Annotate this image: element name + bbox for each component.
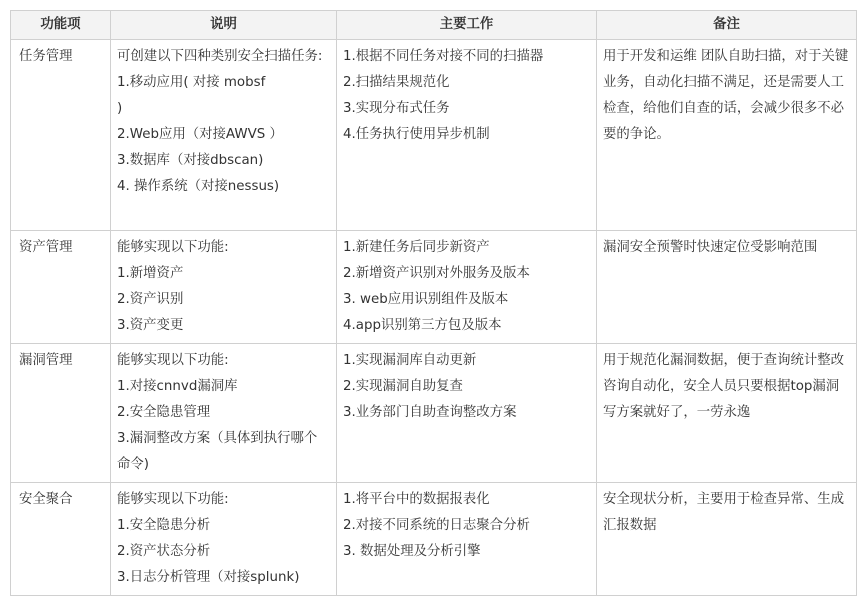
work-line: 2.新增资产识别对外服务及版本 <box>343 266 530 281</box>
feature-name-cell <box>11 231 111 344</box>
work-line: 4.任务执行使用异步机制 <box>343 127 490 142</box>
header-main-work: 主要工作 <box>337 11 597 40</box>
main-work-cell <box>337 344 597 483</box>
description-cell <box>111 231 337 344</box>
feature-name: 任务管理 <box>19 49 73 64</box>
description-line: 3.资产变更 <box>117 318 184 333</box>
remarks-cell <box>597 40 857 231</box>
description-line: 2.资产状态分析 <box>117 544 211 559</box>
work-line: 4.app识别第三方包及版本 <box>343 318 502 333</box>
header-description: 说明 <box>111 11 337 40</box>
description-line: 能够实现以下功能: <box>117 492 229 507</box>
table-row <box>11 40 857 231</box>
main-work-cell <box>337 40 597 231</box>
description-line: 可创建以下四种类别安全扫描任务: <box>117 49 323 64</box>
description-line: 1.移动应用( 对接 mobsf <box>117 75 266 90</box>
description-cell <box>111 344 337 483</box>
description-line: 2.Web应用（对接AWVS ） <box>117 127 283 142</box>
main-work-cell <box>337 483 597 596</box>
description-line: 能够实现以下功能: <box>117 240 229 255</box>
description-line: ) <box>117 101 123 116</box>
header-row <box>11 11 857 40</box>
work-line: 1.根据不同任务对接不同的扫描器 <box>343 49 544 64</box>
remarks-text: 漏洞安全预警时快速定位受影响范围 <box>603 240 818 255</box>
description-line: 能够实现以下功能: <box>117 353 229 368</box>
work-line: 3.实现分布式任务 <box>343 101 450 116</box>
feature-name-cell <box>11 483 111 596</box>
description-line: 1.对接cnnvd漏洞库 <box>117 379 238 394</box>
remarks-cell <box>597 483 857 596</box>
description-line: 1.新增资产 <box>117 266 184 281</box>
description-line: 3.数据库（对接dbscan) <box>117 153 264 168</box>
feature-name-cell <box>11 344 111 483</box>
work-line: 1.将平台中的数据报表化 <box>343 492 490 507</box>
description-line: 1.安全隐患分析 <box>117 518 211 533</box>
header-remarks: 备注 <box>597 11 857 40</box>
table-row <box>11 231 857 344</box>
remarks-text: 用于规范化漏洞数据，便于查询统计整改咨询自动化，安全人员只要根据top漏洞写方案就好了，一劳永逸 <box>603 353 845 420</box>
work-line: 2.实现漏洞自助复查 <box>343 379 463 394</box>
description-line: 2.资产识别 <box>117 292 184 307</box>
work-line: 3. 数据处理及分析引擎 <box>343 544 481 559</box>
work-line: 1.新建任务后同步新资产 <box>343 240 490 255</box>
description-line: 4. 操作系统（对接nessus) <box>117 179 280 194</box>
table-row <box>11 483 857 596</box>
header-feature: 功能项 <box>11 11 111 40</box>
description-line: 3.漏洞整改方案（具体到执行哪个命令) <box>117 431 318 472</box>
feature-name: 漏洞管理 <box>19 353 73 368</box>
description-cell <box>111 483 337 596</box>
description-line: 3.日志分析管理（对接splunk) <box>117 570 300 585</box>
remarks-text: 安全现状分析，主要用于检查异常、生成汇报数据 <box>603 492 845 533</box>
work-line: 2.扫描结果规范化 <box>343 75 450 90</box>
main-work-cell <box>337 231 597 344</box>
work-line: 2.对接不同系统的日志聚合分析 <box>343 518 530 533</box>
description-cell <box>111 40 337 231</box>
feature-table <box>10 10 857 596</box>
feature-name-cell <box>11 40 111 231</box>
work-line: 1.实现漏洞库自动更新 <box>343 353 477 368</box>
table-row <box>11 344 857 483</box>
description-line: 2.安全隐患管理 <box>117 405 211 420</box>
work-line: 3. web应用识别组件及版本 <box>343 292 509 307</box>
remarks-text: 用于开发和运维 团队自助扫描，对于关键业务，自动化扫描不满足，还是需要人工检查，给他们自查的话，会减少很多不必要的争论。 <box>603 49 849 142</box>
work-line: 3.业务部门自助查询整改方案 <box>343 405 517 420</box>
feature-name: 安全聚合 <box>19 492 73 507</box>
remarks-cell <box>597 231 857 344</box>
feature-name: 资产管理 <box>19 240 73 255</box>
remarks-cell <box>597 344 857 483</box>
